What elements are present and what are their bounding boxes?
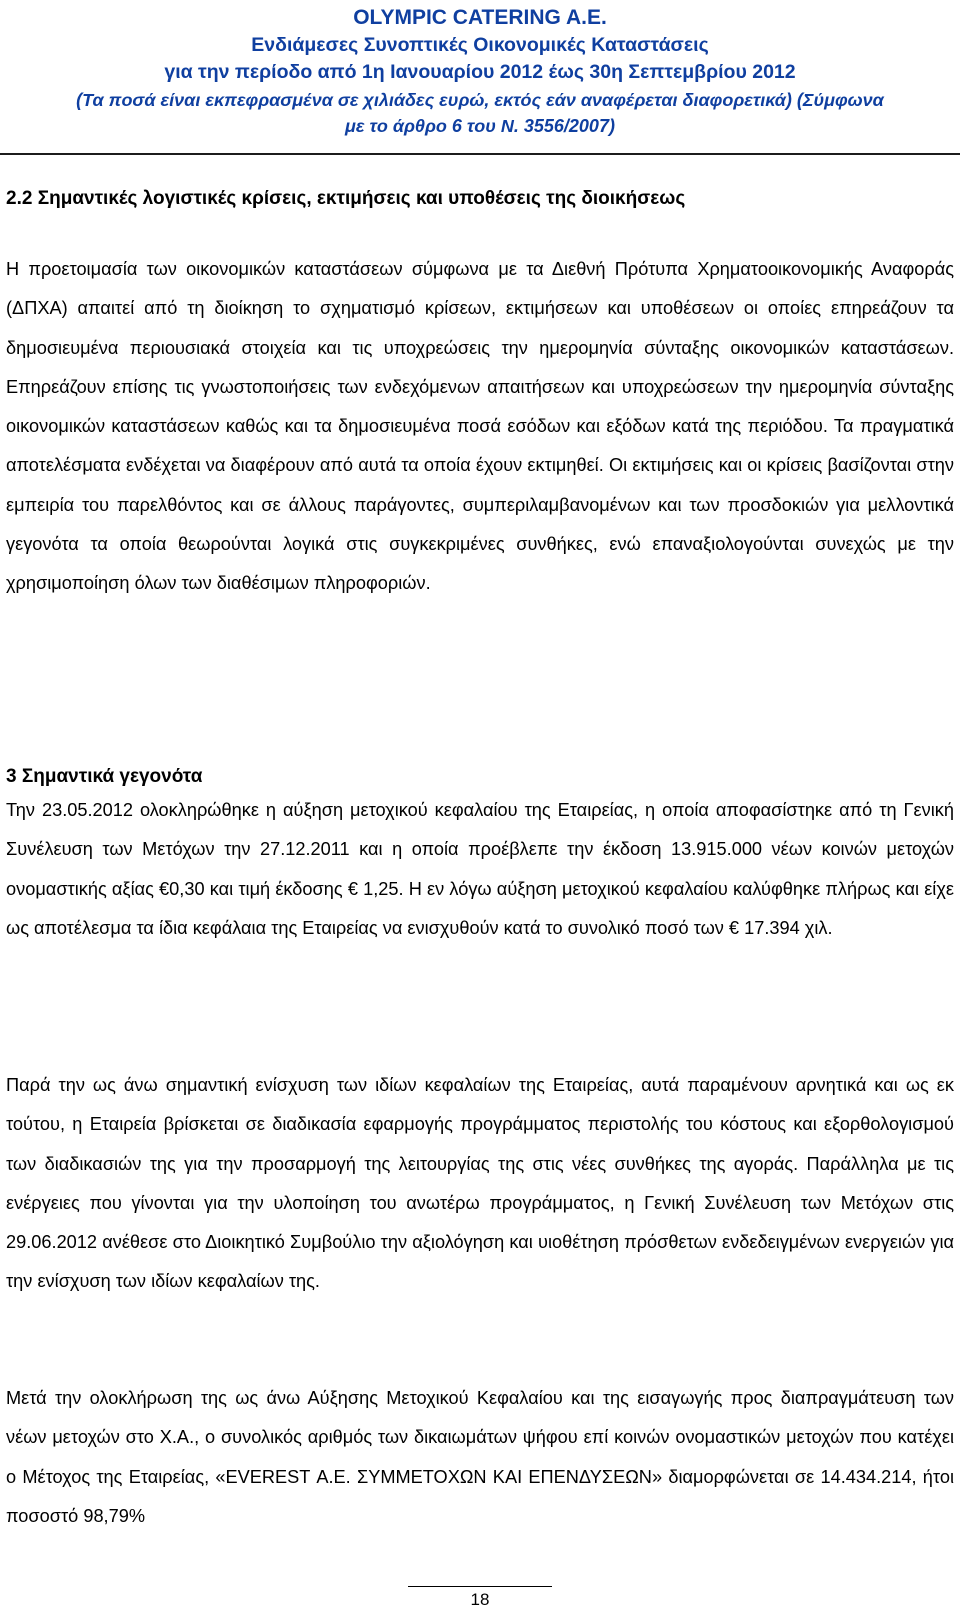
header-divider bbox=[0, 153, 960, 155]
section-3-heading: 3 Σημαντικά γεγονότα bbox=[6, 766, 203, 787]
currency-note-line-2: με το άρθρο 6 του Ν. 3556/2007) bbox=[345, 115, 615, 136]
section-2-2-heading: 2.2 Σημαντικές λογιστικές κρίσεις, εκτιμήσεις και υποθέσεις της διοικήσεως bbox=[6, 188, 686, 209]
page-number: 18 bbox=[470, 1590, 490, 1609]
section-3-paragraph-3: Μετά την ολοκλήρωση της ως άνω Αύξησης Μετοχικού Κεφαλαίου και της εισαγωγής προς διαπραγμάτευση των νέων μετοχών στο Χ.Α., ο συνολικός αριθμός των δικαιωμάτων ψήφου επί κοινών ονομαστικών μετοχών που κατέχει ο Μέτοχος της Εταιρείας, «EVEREST Α.Ε. ΣΥΜΜΕΤΟΧΩΝ ΚΑΙ ΕΠΕΝΔΥΣΕΩΝ» διαμορφώνεται σε 14.434.214, ήτοι ποσοστό 98,79% bbox=[6, 1388, 954, 1526]
currency-note-line-1: (Τα ποσά είναι εκπεφρασμένα σε χιλιάδες ευρώ, εκτός εάν αναφέρεται διαφορετικά) (Σύμφωνα bbox=[76, 89, 884, 110]
footer-divider bbox=[408, 1586, 552, 1587]
section-3-paragraph-1: Την 23.05.2012 ολοκληρώθηκε η αύξηση μετοχικού κεφαλαίου της Εταιρείας, η οποία αποφασίστηκε από τη Γενική Συνέλευση των Μετόχων την 27.12.2011 και η οποία προέβλεπε την έκδοση 13.915.000 νέων κοινών μετοχών ονομαστικής αξίας €0,30 και τιμή έκδοσης € 1,25. Η εν λόγω αύξηση μετοχικού κεφαλαίου καλύφθηκε πλήρως και είχε ως αποτέλεσμα τα ίδια κεφάλαια της Εταιρείας να ενισχυθούν κατά το συνολικό ποσό των € 17.394 χιλ. bbox=[6, 800, 954, 938]
section-2-2-paragraph: Η προετοιμασία των οικονομικών καταστάσεων σύμφωνα με τα Διεθνή Πρότυπα Χρηματοοικονομικής Αναφοράς (ΔΠΧΑ) απαιτεί από τη διοίκηση το σχηματισμό κρίσεων, εκτιμήσεων και υποθέσεων οι οποίες επηρεάζουν τα δημοσιευμένα περιουσιακά στοιχεία και τις υποχρεώσεις την ημερομηνία σύνταξης οικονομικών καταστάσεων. Επηρεάζουν επίσης τις γνωστοποιήσεις των ενδεχόμενων απαιτήσεων και υποχρεώσεων την ημερομηνία σύνταξης οικονομικών καταστάσεων καθώς και τα δημοσιευμένα ποσά εσόδων και εξόδων κατά της περιόδου. Τα πραγματικά αποτελέσματα ενδέχεται να διαφέρουν από αυτά τα οποία έχουν εκτιμηθεί. Οι εκτιμήσεις και οι κρίσεις βασίζονται στην εμπειρία του παρελθόντος και σε άλλους παράγοντες, συμπεριλαμβανομένων και των προσδοκιών για μελλοντικά γεγονότα τα οποία θεωρούνται λογικά στις συγκεκριμένες συνθήκες, ενώ επαναξιολογούνται συνεχώς με την χρησιμοποίηση όλων των διαθέσιμων πληροφοριών. bbox=[6, 259, 954, 594]
section-3-paragraph-2: Παρά την ως άνω σημαντική ενίσχυση των ιδίων κεφαλαίων της Εταιρείας, αυτά παραμένουν αρνητικά και ως εκ τούτου, η Εταιρεία βρίσκεται σε διαδικασία εφαρμογής προγράμματος περιστολής του κόστους και εξορθολογισμού των διαδικασιών της για την προσαρμογή της λειτουργίας της στις νέες συνθήκες της αγοράς. Παράλληλα με τις ενέργειες που γίνονται για την υλοποίηση του ανωτέρω προγράμματος, η Γενική Συνέλευση των Μετόχων στις 29.06.2012 ανέθεσε στο Διοικητικό Συμβούλιο την αξιολόγηση και υιοθέτηση πρόσθετων ενδεδειγμένων ενεργειών για την ενίσχυση των ιδίων κεφαλαίων της. bbox=[6, 1075, 954, 1292]
report-period: για την περίοδο από 1η Ιανουαρίου 2012 έως 30η Σεπτεμβρίου 2012 bbox=[164, 61, 796, 83]
report-title: Ενδιάμεσες Συνοπτικές Οικονομικές Καταστάσεις bbox=[251, 33, 709, 56]
report-header bbox=[0, 4, 960, 139]
company-name: OLYMPIC CATERING A.E. bbox=[353, 6, 607, 29]
